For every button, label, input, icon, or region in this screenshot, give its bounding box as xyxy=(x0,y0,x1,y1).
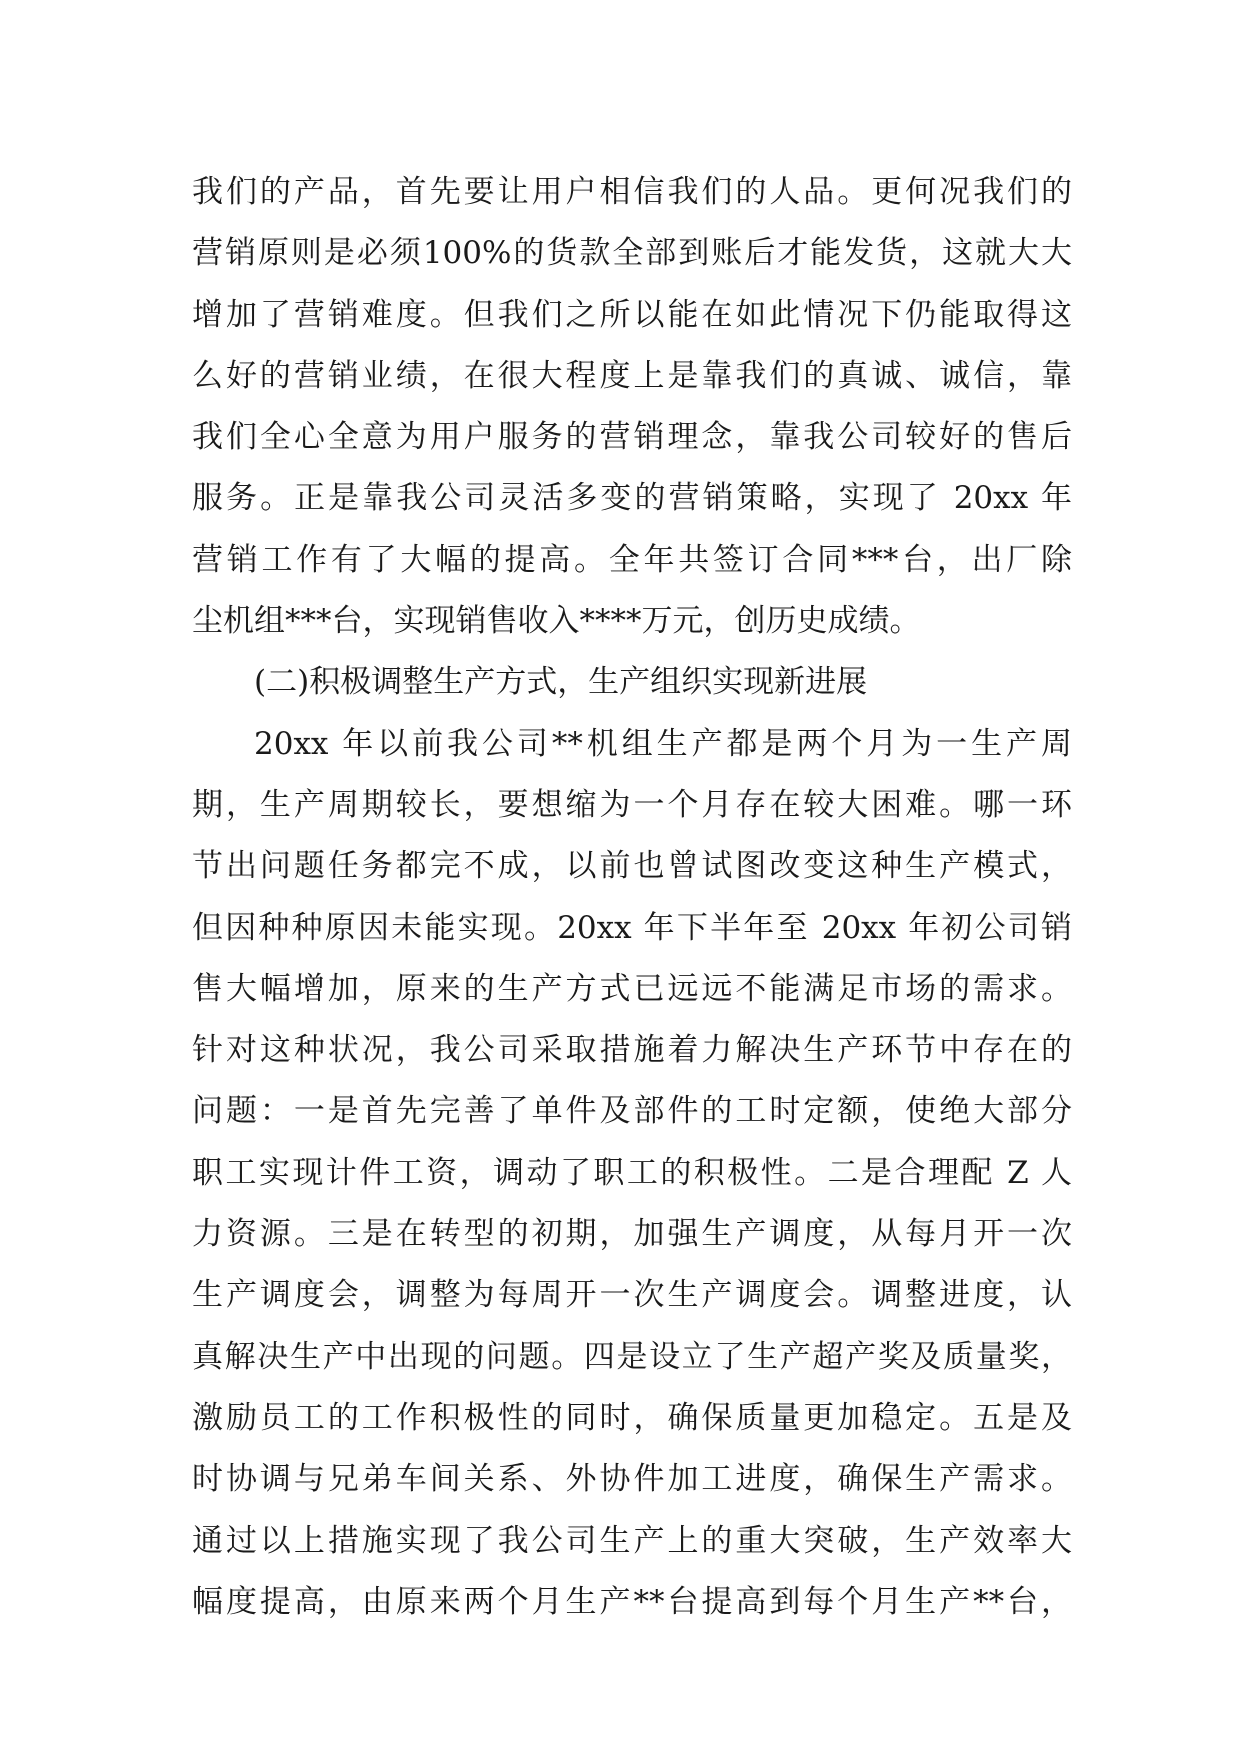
text-line: 但因种种原因未能实现。20xx 年下半年至 20xx 年初公司销 xyxy=(192,909,1072,946)
text-line: 真解决生产中出现的问题。四是设立了生产超产奖及质量奖， xyxy=(192,1338,1072,1375)
section-heading: (二)积极调整生产方式，生产组织实现新进展 xyxy=(254,664,868,701)
text-line: 问题：一是首先完善了单件及部件的工时定额，使绝大部分 xyxy=(192,1093,1072,1130)
text-line: 通过以上措施实现了我公司生产上的重大突破，生产效率大 xyxy=(192,1522,1072,1559)
text-line: 激励员工的工作积极性的同时，确保质量更加稳定。五是及 xyxy=(192,1399,1072,1436)
text-line: 节出问题任务都完不成，以前也曾试图改变这种生产模式， xyxy=(192,848,1072,885)
text-line: 20xx 年以前我公司**机组生产都是两个月为一生产周 xyxy=(254,725,1072,762)
text-line: 职工实现计件工资，调动了职工的积极性。二是合理配 Z 人 xyxy=(192,1154,1072,1191)
text-line: 生产调度会，调整为每周开一次生产调度会。调整进度，认 xyxy=(192,1277,1072,1314)
text-line: 服务。正是靠我公司灵活多变的营销策略，实现了 20xx 年 xyxy=(192,480,1072,517)
text-line: 尘机组***台，实现销售收入****万元，创历史成绩。 xyxy=(192,603,921,640)
text-line: 营销工作有了大幅的提高。全年共签订合同***台，出厂除 xyxy=(192,541,1072,578)
text-line: 我们全心全意为用户服务的营销理念，靠我公司较好的售后 xyxy=(192,419,1072,456)
text-line: 我们的产品，首先要让用户相信我们的人品。更何况我们的 xyxy=(192,174,1072,210)
text-line: 售大幅增加，原来的生产方式已远远不能满足市场的需求。 xyxy=(192,970,1072,1007)
text-line: 期，生产周期较长，要想缩为一个月存在较大困难。哪一环 xyxy=(192,786,1072,823)
text-line: 针对这种状况，我公司采取措施着力解决生产环节中存在的 xyxy=(192,1032,1072,1069)
text-line: 增加了营销难度。但我们之所以能在如此情况下仍能取得这 xyxy=(192,296,1072,333)
text-line: 时协调与兄弟车间关系、外协件加工进度，确保生产需求。 xyxy=(192,1461,1072,1498)
text-line: 么好的营销业绩，在很大程度上是靠我们的真诚、诚信，靠 xyxy=(192,357,1072,394)
text-line: 力资源。三是在转型的初期，加强生产调度，从每月开一次 xyxy=(192,1216,1072,1253)
text-line: 幅度提高，由原来两个月生产**台提高到每个月生产**台， xyxy=(192,1583,1072,1620)
text-line: 营销原则是必须100%的货款全部到账后才能发货，这就大大 xyxy=(192,235,1072,272)
body-text xyxy=(192,162,1072,1633)
